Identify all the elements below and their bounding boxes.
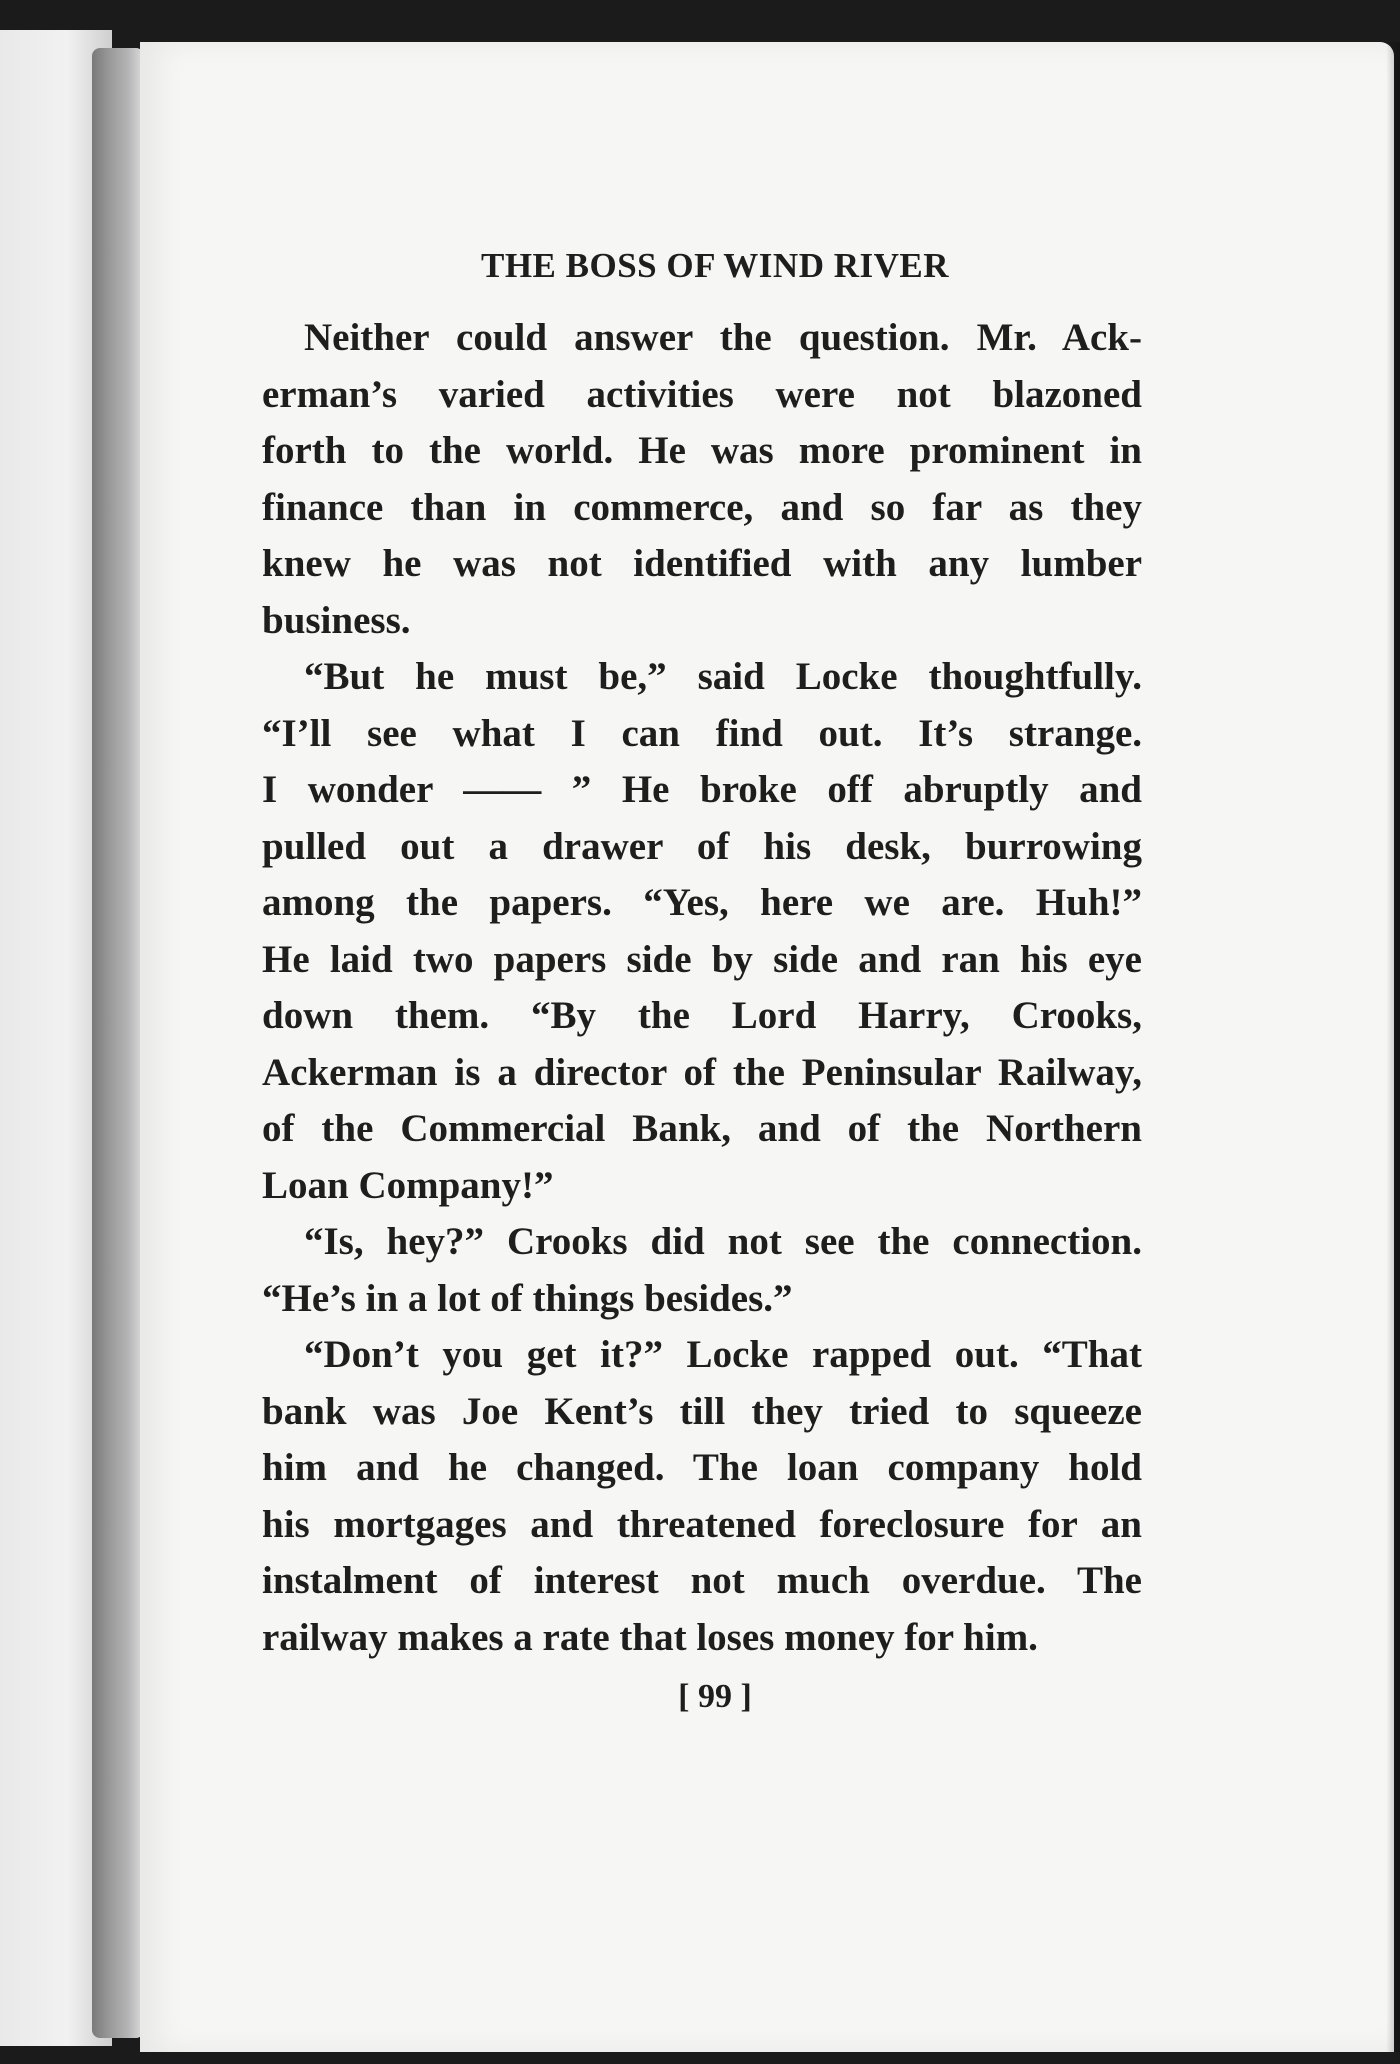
text-line: of the Commercial Bank, and of the Northern xyxy=(262,1107,1142,1150)
text-line: Neither could answer the question. Mr. Ack- xyxy=(304,316,1142,359)
text-line: his mortgages and threatened foreclosure for an xyxy=(262,1502,1142,1546)
book-gutter xyxy=(92,48,144,2038)
text-line: bank was Joe Kent’s till they tried to squeeze xyxy=(262,1389,1142,1433)
text-line: I wonder —— ” He broke off abruptly and xyxy=(262,768,1142,811)
text-line: railway makes a rate that loses money for him. xyxy=(262,1615,1038,1659)
text-line: “Is, hey?” Crooks did not see the connection. xyxy=(304,1220,1142,1263)
text-line: him and he changed. The loan company hold xyxy=(262,1446,1142,1489)
text-line: “Don’t you get it?” Locke rapped out. “That xyxy=(304,1333,1142,1376)
text-line: among the papers. “Yes, here we are. Huh!” xyxy=(262,881,1142,924)
paragraph xyxy=(262,649,1142,1214)
text-line: instalment of interest not much overdue. The xyxy=(262,1559,1142,1602)
running-head: THE BOSS OF WIND RIVER xyxy=(480,246,950,285)
text-line: “He’s in a lot of things besides.” xyxy=(262,1276,793,1320)
paragraph xyxy=(262,1214,1142,1327)
body-text xyxy=(262,310,1142,1666)
text-line: erman’s varied activities were not blazoned xyxy=(262,372,1142,416)
text-line: Ackerman is a director of the Peninsular Railway, xyxy=(262,1050,1142,1094)
text-line: He laid two papers side by side and ran his eye xyxy=(262,937,1142,981)
text-line: “But he must be,” said Locke thoughtfully. xyxy=(304,655,1142,698)
page-edge-shadow xyxy=(1386,42,1400,2052)
page-number: [ 99 ] xyxy=(678,1678,752,1715)
text-line: forth to the world. He was more prominent in xyxy=(262,429,1142,472)
text-line: knew he was not identified with any lumber xyxy=(262,542,1142,585)
paragraph xyxy=(262,1327,1142,1666)
paragraph xyxy=(262,310,1142,649)
text-line: “I’ll see what I can find out. It’s strange. xyxy=(262,711,1142,755)
text-line: business. xyxy=(262,598,411,642)
text-line: finance than in commerce, and so far as they xyxy=(262,485,1142,529)
text-line: Loan Company!” xyxy=(262,1163,554,1207)
text-line: pulled out a drawer of his desk, burrowing xyxy=(262,824,1142,868)
text-line: down them. “By the Lord Harry, Crooks, xyxy=(262,994,1142,1037)
